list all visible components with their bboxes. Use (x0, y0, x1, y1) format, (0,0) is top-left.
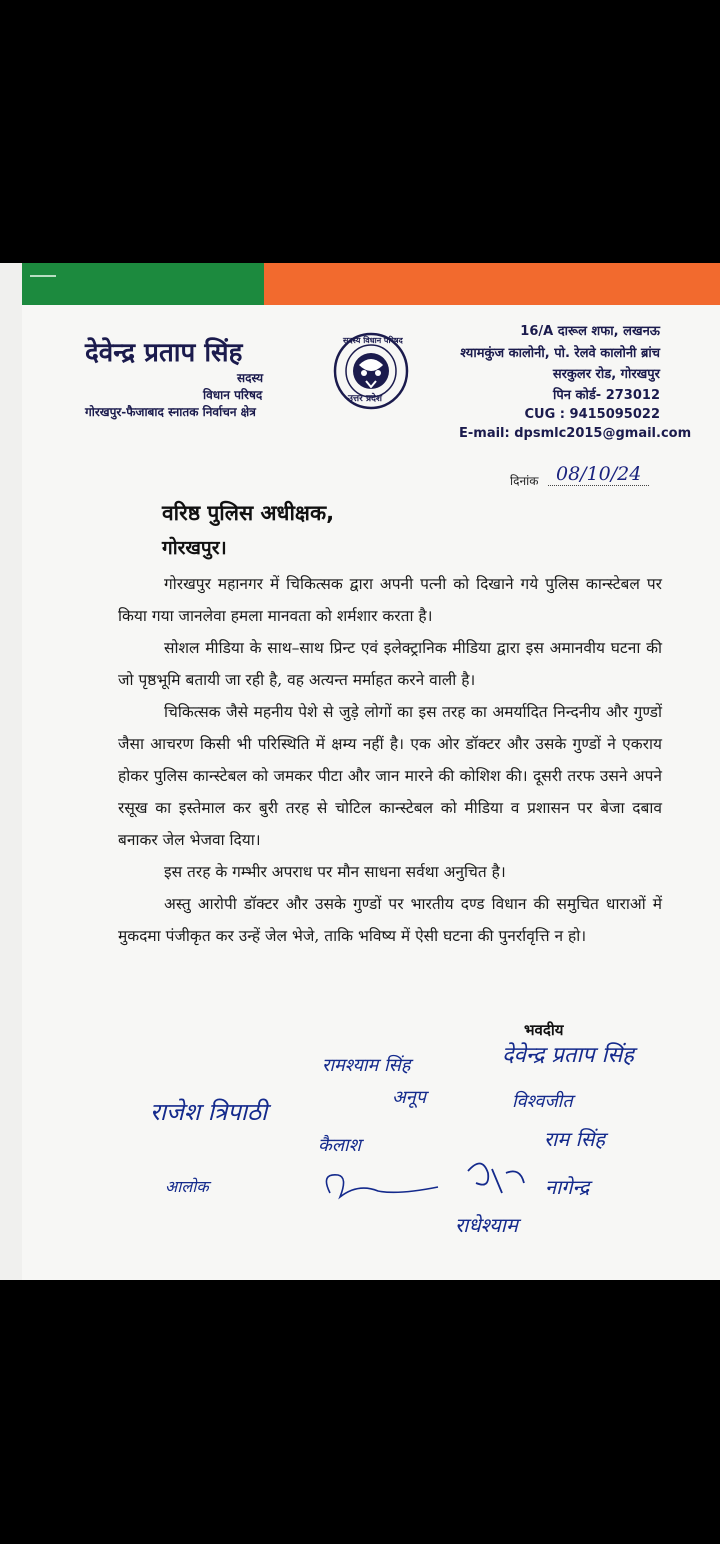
cug-number: CUG : 9415095022 (524, 407, 660, 422)
address-line-3: सरकुलर रोड, गोरखपुर (552, 367, 660, 382)
pin-code: पिन कोर्ड- 273012 (553, 388, 660, 403)
paragraph: इस तरह के गम्भीर अपराध पर मौन साधना सर्वथा अनुचित है। (164, 863, 506, 881)
sender-constituency: गोरखपुर-फैजाबाद स्नातक निर्वाचन क्षेत्र (85, 405, 256, 419)
signature-scribble-icon (462, 1153, 532, 1203)
signature: राम सिंह (544, 1127, 605, 1151)
page-edge (0, 263, 22, 1280)
signature: देवेन्द्र प्रताप सिंह (502, 1043, 634, 1068)
band-accent-line (30, 275, 56, 277)
letterhead-orange-band (264, 263, 720, 305)
seal-text-bottom: उत्तर प्रदेश (348, 394, 382, 404)
paragraph: गोरखपुर महानगर में चिकित्सक द्वारा अपनी पत्नी को दिखाने गये पुलिस कान्स्टेबल पर किया गया जानलेवा हमला मानवता को शर्मशार करता है। (118, 575, 662, 625)
signature: नागेन्द्र (545, 1175, 590, 1199)
date-label: दिनांक (510, 474, 539, 488)
date-value: 08/10/24 (548, 463, 649, 486)
signature: आलोक (165, 1177, 209, 1196)
recipient-city: गोरखपुर। (162, 537, 227, 559)
sender-designation: सदस्य (237, 371, 264, 385)
paragraph: अस्तु आरोपी डॉक्टर और उसके गुण्डों पर भारतीय दण्ड विधान की समुचित धाराओं में मुकदमा पंजीकृत कर उन्हें जेल भेजे, ताकि भविष्य में ऐसी घटना की पुनर्रावृत्ति न हो। (118, 895, 662, 945)
signature: राजेश त्रिपाठी (150, 1098, 268, 1126)
paragraph: चिकित्सक जैसे महनीय पेशे से जुड़े लोगों का इस तरह का अमर्यादित निन्दनीय और गुण्डों जैसा आचरण किसी भी परिस्थिति में क्षम्य नहीं है। एक ओर डॉक्टर और उसके गुण्डों ने एकराय होकर पुलिस कान्स्टेबल को जमकर पीटा और जान मारने की कोशिश की। दूसरी तरफ उसने अपने रसूख का इस्तेमाल कर बुरी तरह से चोटिल कान्स्टेबल को मीडिया व प्रशासन पर बेजा दबाव बनाकर जेल भेजवा दिया। (118, 703, 662, 849)
address-line-2: श्यामकुंज कालोनी, पो. रेलवे कालोनी ब्रांच (460, 346, 660, 361)
signature: अनूप (392, 1087, 426, 1108)
signature: विश्वजीत (512, 1091, 573, 1112)
letterhead-green-band (22, 263, 264, 305)
letter-page (0, 263, 720, 1280)
sender-council: विधान परिषद (203, 388, 263, 402)
paragraph: सोशल मीडिया के साथ–साथ प्रिन्ट एवं इलेक्ट्रानिक मीडिया द्वारा इस अमानवीय घटना की जो पृष्ठभूमि बतायी जा रही है, वह अत्यन्त मर्माहत करने वाली है। (118, 639, 662, 689)
address-line-1: 16/A दारूल शफा, लखनऊ (520, 324, 660, 339)
recipient-title: वरिष्ठ पुलिस अधीक्षक, (162, 501, 335, 525)
signature: कैलाश (318, 1135, 361, 1156)
closing: भवदीय (524, 1021, 564, 1039)
email: E-mail: dpsmlc2015@gmail.com (459, 426, 692, 441)
signature: रामश्याम सिंह (322, 1055, 411, 1076)
sender-name: देवेन्द्र प्रताप सिंह (85, 338, 243, 368)
letter-body (118, 568, 662, 952)
seal-text-top: सदस्य विधान परिषद (343, 335, 403, 345)
signature-scribble-icon (318, 1163, 448, 1213)
signature: राधेश्याम (455, 1213, 518, 1237)
